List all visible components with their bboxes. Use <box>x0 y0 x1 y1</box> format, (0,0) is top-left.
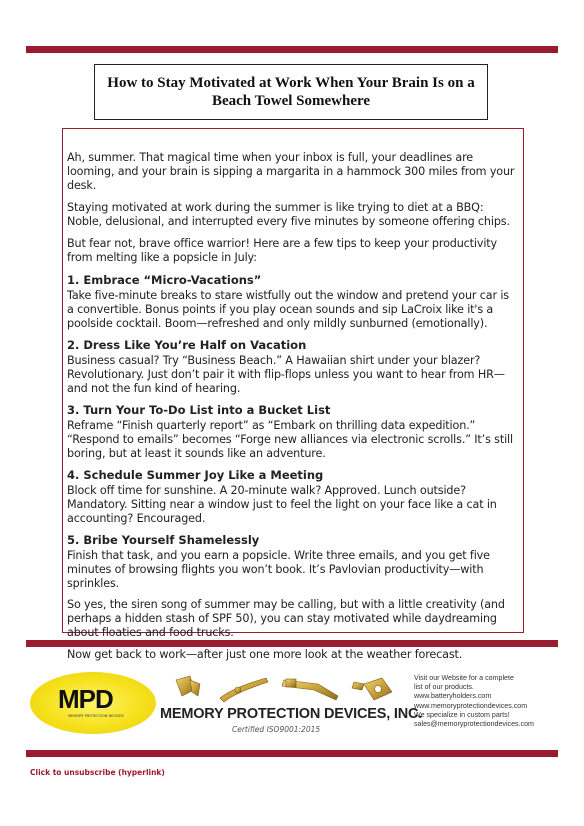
closing-paragraph: So yes, the siren song of summer may be calling, but with a little creativity (and perhaps a hidden stash of SPF 50), you can stay motivated while daydreaming about floaties and food trucks. <box>67 598 505 639</box>
tip-heading: 4. Schedule Summer Joy Like a Meeting <box>67 468 324 482</box>
tip-section <box>67 403 518 461</box>
company-footer <box>26 660 558 746</box>
tip-heading: 3. Turn Your To-Do List into a Bucket List <box>67 403 331 417</box>
contact-line: list of our products. <box>414 683 474 692</box>
unsubscribe-link[interactable]: Click to unsubscribe (hyperlink) <box>30 768 165 777</box>
title-box <box>94 64 488 120</box>
contact-info <box>414 674 564 729</box>
contact-line: Visit our Website for a complete <box>414 674 514 682</box>
battery-tab-icon <box>282 679 338 700</box>
mpd-logo-subtext: MEMORY PROTECTION DEVICES <box>68 714 124 718</box>
iso-certification: Certified ISO9001:2015 <box>232 725 321 734</box>
article-body <box>62 128 524 661</box>
top-divider-bar <box>26 46 558 53</box>
tip-body: Take five-minute breaks to stare wistfully out the window and pretend your car is a convertible. Bonus points if you play ocean sounds and sip LaCroix like it's a poolside cocktail. Boom—refreshed and only mildly sunburned (emotionally). <box>67 289 509 330</box>
tip-section <box>67 468 518 526</box>
closing-paragraph: Now get back to work—after just one more look at the weather forecast. <box>67 648 463 661</box>
tip-section <box>67 273 518 331</box>
contact-line: We specialize in custom parts! <box>414 710 510 719</box>
battery-clip-icon <box>176 676 200 696</box>
mpd-logo-text: MPD <box>58 684 113 714</box>
tip-body: Block off time for sunshine. A 20-minute walk? Approved. Lunch outside? Mandatory. Sitting near a window just to feel the light on your face like a cat in accounting? Encouraged. <box>67 484 497 525</box>
tip-heading: 1. Embrace “Micro-Vacations” <box>67 273 262 287</box>
tip-body: Business casual? Try “Business Beach.” A Hawaiian shirt under your blazer? Revolutionary. Just don’t pair it with flip-flops unless you want to hear from HR—and not the fun kind of hearing. <box>67 354 505 395</box>
article-title: How to Stay Motivated at Work When Your Brain Is on a Beach Towel Somewhere <box>107 75 475 109</box>
email-link[interactable]: sales@memoryprotectiondevices.com <box>414 720 534 729</box>
intro-paragraph: But fear not, brave office warrior! Here are a few tips to keep your productivity from melting like a popsicle in July: <box>67 237 497 264</box>
tip-heading: 2. Dress Like You’re Half on Vacation <box>67 338 307 352</box>
intro-paragraph: Staying motivated at work during the summer is like trying to diet at a BBQ: Noble, delusional, and interrupted every five minutes by someone offering chips. <box>67 201 510 228</box>
tip-body: Finish that task, and you earn a popsicle. Write three emails, and you get five minutes of browsing flights you won’t book. It’s Pavlovian productivity—with sprinkles. <box>67 549 490 590</box>
battery-contact-icon <box>220 678 268 702</box>
tip-heading: 5. Bribe Yourself Shamelessly <box>67 533 260 547</box>
company-name: MEMORY PROTECTION DEVICES, INC. <box>160 706 423 722</box>
intro-paragraph: Ah, summer. That magical time when your inbox is full, your deadlines are looming, and your brain is sipping a margarita in a hammock 300 miles from your desk. <box>67 151 515 192</box>
footer-top-divider-bar <box>26 640 558 647</box>
website-link[interactable]: www.batteryholders.com <box>414 692 492 701</box>
battery-holder-icon <box>352 678 392 700</box>
tip-section <box>67 533 518 591</box>
bottom-divider-bar <box>26 750 558 757</box>
tip-body: Reframe “Finish quarterly report” as “Embark on thrilling data expedition.” “Respond to emails” becomes “Forge new alliances via electronic scrolls.” It’s still boring, but at least it sounds like an adventure. <box>67 419 513 460</box>
tip-section <box>67 338 518 396</box>
battery-holder-parts-image <box>168 670 408 708</box>
website-link[interactable]: www.memoryprotectiondevices.com <box>414 701 528 710</box>
